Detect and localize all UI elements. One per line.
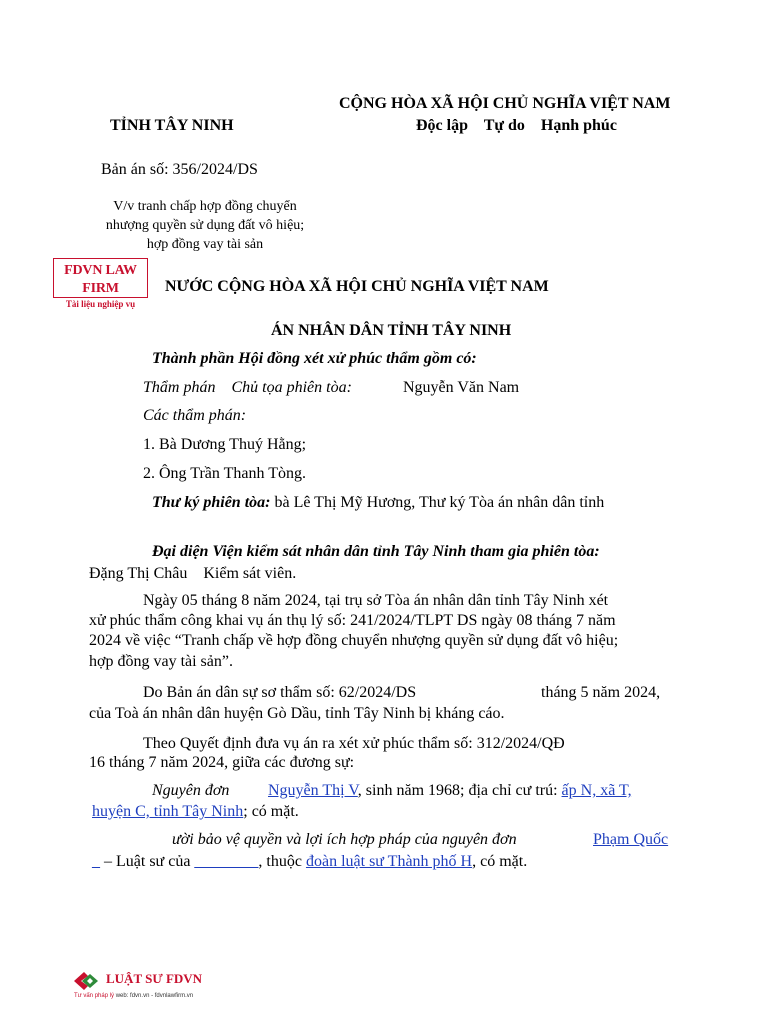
clerk-line [152, 493, 604, 513]
plaintiff-line-2 [92, 802, 299, 822]
national-title: CỘNG HÒA XÃ HỘI CHỦ NGHĨA VIỆT NAM [339, 95, 671, 112]
court-title: ÁN NHÂN DÂN TỈNH TÂY NINH [271, 322, 512, 339]
case-number: Bản án số: 356/2024/DS [101, 161, 258, 178]
logo-tagline: Tư vấn pháp lý [74, 993, 115, 999]
logo-name: LUẬT SƯ FDVN [106, 971, 203, 986]
p2-line-2: của Toà án nhân dân huyện Gò Dầu, tỉnh Tây Ninh bị kháng cáo. [89, 705, 505, 722]
p1-line-1: Ngày 05 tháng 8 năm 2024, tại trụ sở Tòa án nhân dân tỉnh Tây Ninh xét [143, 592, 609, 609]
representative-blank-link[interactable]: _ [92, 853, 100, 870]
stamp-title: FDVN LAW FIRM [64, 263, 137, 296]
plaintiff-line-1 [268, 781, 632, 801]
clerk-text: bà Lê Thị Mỹ Hương, Thư ký Tòa án nhân dân tỉnh [270, 494, 605, 511]
representative-belongs: , thuộc [258, 853, 306, 870]
fdvn-footer-logo [72, 968, 232, 1008]
lawyer-office-blank-link[interactable]: ________ [194, 853, 259, 870]
judge-2: 2. Ông Trần Thanh Tòng. [143, 465, 306, 482]
judges-label: Các thẩm phán: [143, 407, 247, 424]
province-name: TỈNH TÂY NINH [110, 117, 234, 134]
representative-presence: , có mặt. [472, 853, 528, 870]
procuracy-heading: Đại diện Viện kiểm sát nhân dân tỉnh Tây Ninh tham gia phiên tòa: [152, 543, 600, 560]
p2-line-1a: Do Bản án dân sự sơ thẩm số: 62/2024/DS [143, 684, 417, 701]
bar-association-link[interactable]: đoàn luật sư Thành phố H [305, 853, 473, 870]
case-subject-line-2: nhượng quyền sử dụng đất vô hiệu; [105, 218, 305, 233]
p3-line-2: 16 tháng 7 năm 2024, giữa các đương sự: [89, 754, 355, 771]
nation-title: NƯỚC CỘNG HÒA XÃ HỘI CHỦ NGHĨA VIỆT NAM [165, 278, 549, 295]
judge-1: 1. Bà Dương Thuý Hằng; [143, 436, 307, 453]
clerk-label: Thư ký phiên tòa: [152, 494, 271, 511]
representative-line-2 [92, 852, 527, 872]
representative-name-link[interactable]: Phạm Quốc [593, 831, 669, 848]
stamp-subtitle: Tài liệu nghiệp vụ [65, 299, 136, 309]
p3-line-1: Theo Quyết định đưa vụ án ra xét xử phúc thẩm số: 312/2024/QĐ [143, 735, 565, 752]
plaintiff-label: Nguyên đơn [152, 782, 230, 799]
logo-websites: web: fdvn.vn - fdvnlawfirm.vn [114, 993, 194, 999]
representative-role: – Luật sư của [100, 853, 195, 870]
panel-heading: Thành phần Hội đồng xét xử phúc thẩm gồm có: [152, 350, 477, 367]
plaintiff-presence: ; có mặt. [243, 803, 299, 820]
representative-label: ười bảo vệ quyền và lợi ích hợp pháp của nguyên đơn [172, 831, 517, 848]
plaintiff-name-link[interactable]: Nguyễn Thị V [268, 782, 358, 799]
p1-line-4: hợp đồng vay tài sản”. [89, 653, 233, 670]
case-subject-line-3: hợp đồng vay tài sản [146, 237, 264, 252]
plaintiff-info: , sinh năm 1968; địa chỉ cư trú: [357, 782, 562, 799]
p1-line-3: 2024 về việc “Tranh chấp về hợp đồng chuyển nhượng quyền sử dụng đất vô hiệu; [89, 632, 619, 649]
procuracy-person: Đặng Thị Châu Kiểm sát viên. [89, 565, 297, 582]
plaintiff-address-link-2[interactable]: huyện C, tỉnh Tây Ninh [92, 803, 244, 820]
presiding-judge-name: Nguyễn Văn Nam [403, 379, 520, 396]
fdvn-stamp [53, 258, 148, 309]
fdvn-logo-icon [72, 970, 100, 992]
plaintiff-address-link-1[interactable]: ấp N, xã T, [561, 782, 632, 799]
p1-line-2: xử phúc thẩm công khai vụ án thụ lý số: 241/2024/TLPT DS ngày 08 tháng 7 năm [89, 612, 616, 629]
presiding-judge-label: Thẩm phán Chủ tọa phiên tòa: [143, 379, 352, 396]
logo-subline [74, 992, 193, 1000]
motto: Độc lập Tự do Hạnh phúc [416, 117, 617, 134]
case-subject-line-1: V/v tranh chấp hợp đồng chuyển [113, 199, 297, 214]
p2-line-1b: tháng 5 năm 2024, [541, 684, 661, 701]
